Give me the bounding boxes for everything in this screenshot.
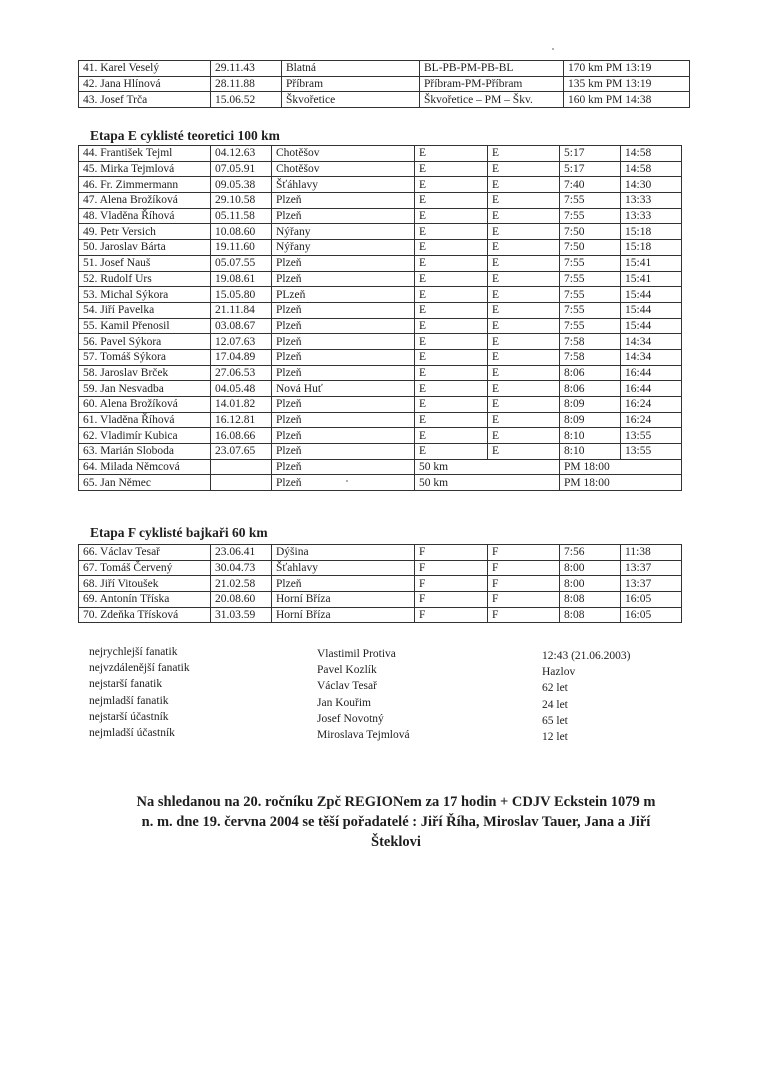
table-cell: 13:37 [621, 560, 682, 576]
table-cell: Plzeň [272, 475, 415, 491]
table-cell: 41. Karel Veselý [79, 61, 211, 77]
table-cell: 8:09 [560, 397, 621, 413]
table-cell: Plzeň [272, 576, 415, 592]
table-cell: E [488, 318, 560, 334]
table-cell: 66. Václav Tesař [79, 545, 211, 561]
table-cell: Plzeň [272, 334, 415, 350]
table-cell: 13:33 [621, 193, 682, 209]
stats-values [542, 648, 630, 745]
table-row [79, 397, 682, 413]
table-cell: 11:38 [621, 545, 682, 561]
table-cell: 15:18 [621, 224, 682, 240]
table-cell: 5:17 [560, 146, 621, 162]
footer-line: Šteklovi [371, 834, 421, 850]
stat-value: 12:43 (21.06.2003) [542, 650, 631, 662]
table-cell: 23.07.65 [211, 444, 272, 460]
table-cell: Horní Bříza [272, 607, 415, 623]
table-cell: 8:00 [560, 576, 621, 592]
table-cell: 45. Mirka Tejmlová [79, 161, 211, 177]
table-cell: Škvořetice – PM – Škv. [420, 92, 564, 108]
table-cell: 7:55 [560, 208, 621, 224]
table-cell: 8:10 [560, 444, 621, 460]
table-cell: 64. Milada Němcová [79, 459, 211, 475]
table-cell: 62. Vladimír Kubica [79, 428, 211, 444]
table-cell: 7:55 [560, 287, 621, 303]
table-cell: 8:08 [560, 592, 621, 608]
table-cell: 16.12.81 [211, 412, 272, 428]
table-cell: 50. Jaroslav Bárta [79, 240, 211, 256]
table-cell: 16:44 [621, 381, 682, 397]
table-cell: E [415, 271, 488, 287]
table-cell: 7:55 [560, 193, 621, 209]
table-cell: E [415, 302, 488, 318]
table-cell: E [488, 287, 560, 303]
stats-labels [89, 644, 190, 741]
table-cell: E [415, 334, 488, 350]
table-row [79, 545, 682, 561]
table-row [79, 146, 682, 162]
table-cell: 16:24 [621, 412, 682, 428]
stat-value: Hazlov [542, 666, 576, 679]
table-cell: 19.08.61 [211, 271, 272, 287]
table-cell: 7:58 [560, 334, 621, 350]
table-cell: 7:55 [560, 302, 621, 318]
table-cell: F [488, 545, 560, 561]
table-cell: F [415, 576, 488, 592]
table-cell: Plzeň [272, 444, 415, 460]
footer-line: Na shledanou na 20. ročníku Zpč REGIONem za 17 hodin + CDJV Eckstein 1079 m [136, 794, 656, 810]
table-cell: 09.05.38 [211, 177, 272, 193]
table-cell: Šťáhlavy [272, 177, 415, 193]
table-cell: 14:34 [621, 349, 682, 365]
table-cell: 29.11.43 [211, 61, 282, 77]
table-cell: F [415, 560, 488, 576]
table-cell: 20.08.60 [211, 592, 272, 608]
table-cell: Plzeň [272, 302, 415, 318]
table-cell: 67. Tomáš Červený [79, 560, 211, 576]
results-table-e [78, 145, 682, 491]
table-row [79, 428, 682, 444]
footer-line: n. m. dne 19. června 2004 se těší pořadatelé : Jiří Říha, Miroslav Tauer, Jana a Jiří [141, 814, 651, 830]
table-cell: 8:06 [560, 365, 621, 381]
stat-label: nejvzdálenější fanatik [89, 662, 190, 675]
table-cell: 15:18 [621, 240, 682, 256]
table-cell: E [488, 177, 560, 193]
table-cell: 04.12.63 [211, 146, 272, 162]
table-cell: E [488, 193, 560, 209]
table-cell: 52. Rudolf Urs [79, 271, 211, 287]
table-cell: 7:40 [560, 177, 621, 193]
table-cell [211, 475, 272, 491]
table-cell: 51. Josef Nauš [79, 255, 211, 271]
table-cell: E [488, 428, 560, 444]
table-cell: 58. Jaroslav Brček [79, 365, 211, 381]
table-row [79, 475, 682, 491]
table-cell: 44. František Tejml [79, 146, 211, 162]
table-cell: 8:10 [560, 428, 621, 444]
table-cell: E [488, 146, 560, 162]
table-cell: E [415, 412, 488, 428]
stat-name: Josef Novotný [317, 712, 384, 725]
table-cell: 48. Vladěna Říhová [79, 208, 211, 224]
table-cell: E [488, 224, 560, 240]
table-cell: 5:17 [560, 161, 621, 177]
table-cell: 50 km [415, 459, 560, 475]
table-cell: 13:55 [621, 444, 682, 460]
table-cell: 53. Michal Sýkora [79, 287, 211, 303]
table-cell: 160 km PM 14:38 [564, 92, 690, 108]
table-cell: E [415, 255, 488, 271]
table-row [79, 576, 682, 592]
table-row [79, 302, 682, 318]
table-cell: F [415, 592, 488, 608]
table-cell: 63. Marián Sloboda [79, 444, 211, 460]
table-cell: F [488, 607, 560, 623]
table-cell: BL-PB-PM-PB-BL [420, 61, 564, 77]
table-cell: Blatná [282, 61, 420, 77]
results-table-top [78, 60, 690, 108]
table-cell: 19.11.60 [211, 240, 272, 256]
table-cell: 68. Jiří Vitoušek [79, 576, 211, 592]
table-cell: F [488, 560, 560, 576]
table-cell: 135 km PM 13:19 [564, 76, 690, 92]
scan-speck [346, 480, 348, 482]
table-cell: E [415, 365, 488, 381]
table-cell: E [488, 302, 560, 318]
table-cell: E [415, 397, 488, 413]
table-cell: 16:24 [621, 397, 682, 413]
table-row [79, 444, 682, 460]
stat-value: 24 let [542, 698, 568, 711]
table-cell: Plzeň [272, 412, 415, 428]
table-row [79, 255, 682, 271]
table-cell: Nová Huť [272, 381, 415, 397]
table-cell: 55. Kamil Přenosil [79, 318, 211, 334]
stat-name: Pavel Kozlík [317, 664, 377, 677]
table-cell: E [488, 334, 560, 350]
table-row [79, 381, 682, 397]
table-cell: Plzeň [272, 428, 415, 444]
table-cell: 69. Antonín Tříska [79, 592, 211, 608]
table-row [79, 161, 682, 177]
table-cell: 65. Jan Němec [79, 475, 211, 491]
table-row [79, 92, 690, 108]
table-cell: 49. Petr Versich [79, 224, 211, 240]
table-cell: 54. Jiří Pavelka [79, 302, 211, 318]
table-cell: Plzeň [272, 318, 415, 334]
table-cell: E [415, 177, 488, 193]
table-row [79, 224, 682, 240]
table-cell: Příbram [282, 76, 420, 92]
table-cell: Plzeň [272, 208, 415, 224]
table-row [79, 349, 682, 365]
table-row [79, 560, 682, 576]
stats-names [317, 646, 410, 743]
table-cell: Plzeň [272, 459, 415, 475]
table-cell: E [488, 271, 560, 287]
table-cell: E [415, 193, 488, 209]
table-cell: 15.06.52 [211, 92, 282, 108]
table-cell: 15:44 [621, 318, 682, 334]
table-row [79, 61, 690, 77]
table-cell: 7:55 [560, 318, 621, 334]
table-cell: Škvořetice [282, 92, 420, 108]
table-cell: 07.05.91 [211, 161, 272, 177]
table-cell: 30.04.73 [211, 560, 272, 576]
table-cell: Plzeň [272, 349, 415, 365]
table-cell: 27.06.53 [211, 365, 272, 381]
table-cell: 8:00 [560, 560, 621, 576]
table-cell: 8:09 [560, 412, 621, 428]
table-cell: 04.05.48 [211, 381, 272, 397]
table-row [79, 193, 682, 209]
table-cell: Dýšina [272, 545, 415, 561]
stat-label: nejmladší účastník [89, 727, 175, 740]
table-cell: 15:41 [621, 271, 682, 287]
table-cell: E [488, 208, 560, 224]
table-row [79, 287, 682, 303]
table-cell: Plzeň [272, 397, 415, 413]
table-cell: E [415, 381, 488, 397]
table-cell: 7:55 [560, 255, 621, 271]
table-cell: 43. Josef Trča [79, 92, 211, 108]
table-cell: 23.06.41 [211, 545, 272, 561]
stat-value: 65 let [542, 714, 568, 727]
table-cell: 17.04.89 [211, 349, 272, 365]
table-cell: 05.07.55 [211, 255, 272, 271]
table-row [79, 240, 682, 256]
table-cell: E [488, 255, 560, 271]
table-cell: 28.11.88 [211, 76, 282, 92]
stat-label: nejstarší fanatik [89, 678, 163, 691]
table-cell: E [415, 161, 488, 177]
table-row [79, 334, 682, 350]
table-cell: 12.07.63 [211, 334, 272, 350]
table-cell: 14.01.82 [211, 397, 272, 413]
table-cell: E [488, 349, 560, 365]
closing-announcement [90, 792, 702, 852]
table-cell: Plzeň [272, 255, 415, 271]
table-cell: 46. Fr. Zimmermann [79, 177, 211, 193]
table-cell: E [415, 287, 488, 303]
table-cell: 7:50 [560, 224, 621, 240]
table-cell: E [415, 240, 488, 256]
table-cell: E [488, 412, 560, 428]
table-cell: E [488, 161, 560, 177]
table-cell: E [415, 349, 488, 365]
table-cell: E [415, 146, 488, 162]
table-cell: 10.08.60 [211, 224, 272, 240]
scan-speck [552, 48, 554, 50]
table-cell: 8:08 [560, 607, 621, 623]
table-cell: Plzeň [272, 271, 415, 287]
results-table-f [78, 544, 682, 623]
table-cell: 59. Jan Nesvadba [79, 381, 211, 397]
table-row [79, 412, 682, 428]
table-cell: E [415, 208, 488, 224]
table-cell: Šťahlavy [272, 560, 415, 576]
table-row [79, 459, 682, 475]
table-cell: E [488, 444, 560, 460]
table-cell: 16:44 [621, 365, 682, 381]
table-cell: 15:44 [621, 287, 682, 303]
table-cell: 15:44 [621, 302, 682, 318]
table-cell: F [415, 607, 488, 623]
table-row [79, 271, 682, 287]
table-cell: E [415, 224, 488, 240]
stat-label: nejrychlejší fanatik [89, 646, 178, 658]
table-cell: PLzeň [272, 287, 415, 303]
table-cell: Nýřany [272, 240, 415, 256]
stat-name: Jan Kouřim [317, 696, 371, 709]
table-cell: 16:05 [621, 607, 682, 623]
table-cell: E [415, 318, 488, 334]
table-cell: Plzeň [272, 365, 415, 381]
table-cell: Chotěšov [272, 161, 415, 177]
table-cell: Chotěšov [272, 146, 415, 162]
table-cell: 13:37 [621, 576, 682, 592]
table-cell: PM 18:00 [560, 475, 682, 491]
stat-label: nejstarší účastník [89, 710, 169, 723]
table-cell: 16:05 [621, 592, 682, 608]
table-cell: E [488, 397, 560, 413]
table-cell: E [488, 240, 560, 256]
table-cell: 29.10.58 [211, 193, 272, 209]
stat-value: 62 let [542, 682, 568, 695]
stat-value: 12 let [542, 731, 568, 744]
table-cell: 03.08.67 [211, 318, 272, 334]
table-cell: 16.08.66 [211, 428, 272, 444]
table-cell: 7:56 [560, 545, 621, 561]
table-cell: 21.11.84 [211, 302, 272, 318]
table-row [79, 607, 682, 623]
stat-name: Václav Tesař [317, 680, 377, 693]
table-cell: 50 km [415, 475, 560, 491]
table-cell: 47. Alena Brožíková [79, 193, 211, 209]
table-cell: 14:58 [621, 161, 682, 177]
table-cell: PM 18:00 [560, 459, 682, 475]
table-cell: 13:55 [621, 428, 682, 444]
table-cell: Plzeň [272, 193, 415, 209]
table-cell: 15.05.80 [211, 287, 272, 303]
table-cell: 7:55 [560, 271, 621, 287]
table-cell: 170 km PM 13:19 [564, 61, 690, 77]
table-cell: Příbram-PM-Příbram [420, 76, 564, 92]
table-row [79, 76, 690, 92]
stat-label: nejmladší fanatik [89, 694, 169, 707]
table-row [79, 318, 682, 334]
table-row [79, 365, 682, 381]
stat-name: Vlastimil Protiva [317, 648, 396, 660]
table-cell: Nýřany [272, 224, 415, 240]
table-cell: E [415, 444, 488, 460]
stat-name: Miroslava Tejmlová [317, 729, 410, 742]
table-cell: 8:06 [560, 381, 621, 397]
table-cell: 14:30 [621, 177, 682, 193]
table-cell: Horní Bříza [272, 592, 415, 608]
table-cell: 14:58 [621, 146, 682, 162]
table-cell: 60. Alena Brožíková [79, 397, 211, 413]
table-cell: 7:50 [560, 240, 621, 256]
table-cell: 56. Pavel Sýkora [79, 334, 211, 350]
table-cell: 42. Jana Hlínová [79, 76, 211, 92]
section-f-title: Etapa F cyklisté bajkaři 60 km [90, 525, 268, 540]
table-cell: E [415, 428, 488, 444]
table-cell [211, 459, 272, 475]
table-cell: E [488, 381, 560, 397]
table-cell: F [415, 545, 488, 561]
table-cell: 14:34 [621, 334, 682, 350]
table-cell: 7:58 [560, 349, 621, 365]
table-cell: F [488, 576, 560, 592]
section-e-title: Etapa E cyklisté teoretici 100 km [90, 128, 280, 143]
table-cell: 31.03.59 [211, 607, 272, 623]
table-row [79, 177, 682, 193]
table-cell: 61. Vladěna Říhová [79, 412, 211, 428]
table-row [79, 592, 682, 608]
table-cell: 70. Zdeňka Třísková [79, 607, 211, 623]
table-cell: F [488, 592, 560, 608]
table-row [79, 208, 682, 224]
table-cell: E [488, 365, 560, 381]
table-cell: 13:33 [621, 208, 682, 224]
table-cell: 15:41 [621, 255, 682, 271]
table-cell: 57. Tomáš Sýkora [79, 349, 211, 365]
table-cell: 21.02.58 [211, 576, 272, 592]
table-cell: 05.11.58 [211, 208, 272, 224]
